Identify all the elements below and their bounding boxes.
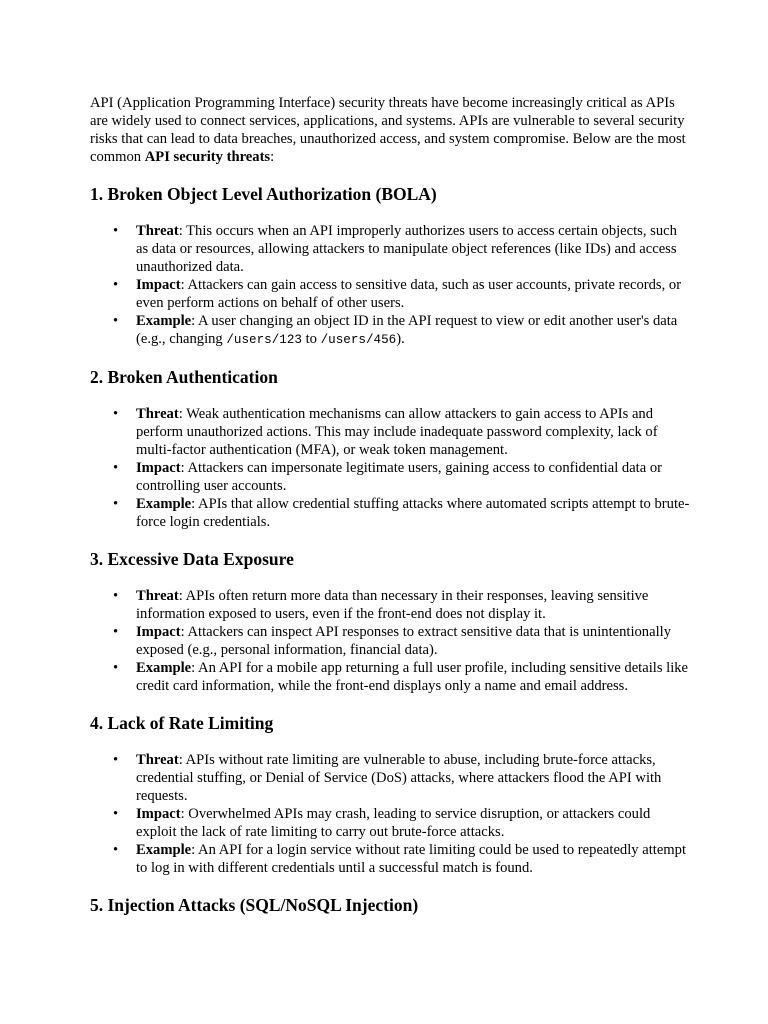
list-item-threat (113, 587, 690, 623)
example-text: ). (396, 331, 405, 347)
example-text: : APIs that allow credential stuffing attacks where automated scripts attempt to brute-force login credentials. (136, 496, 690, 530)
list-item-example (113, 841, 690, 877)
bullet-glyph: • (113, 660, 119, 676)
impact-text: : Attackers can gain access to sensitive data, such as user accounts, private records, or even perform actions on behalf of other users. (136, 277, 682, 311)
intro-tail: : (270, 149, 275, 165)
section-list-broken-authentication (90, 405, 690, 531)
bullet-glyph: • (113, 752, 119, 768)
threat-label: Threat (136, 223, 179, 239)
bullet-glyph: • (113, 624, 119, 640)
list-item-threat (113, 222, 690, 276)
bullet-glyph: • (113, 842, 119, 858)
example-text: : An API for a login service without rate limiting could be used to repeatedly attempt to log in with different credentials until a successful match is found. (136, 842, 686, 876)
intro-text: API (Application Programming Interface) security threats have become increasingly critical as APIs are widely used to connect services, applications, and systems. APIs are vulnerable to several security risks that can lead to data breaches, unauthorized access, and system compromise. Below are the most common (90, 95, 686, 165)
list-item-threat (113, 405, 690, 459)
list-item-impact (113, 276, 690, 312)
section-heading-excessive-data-exposure: 3. Excessive Data Exposure (90, 549, 294, 569)
example-label: Example (136, 660, 192, 676)
section-list-rate-limiting (90, 751, 690, 877)
example-text: : A user changing an object ID in the API request to view or edit another user's data (e.g., changing (136, 313, 678, 347)
example-label: Example (136, 842, 192, 858)
impact-text: : Attackers can impersonate legitimate users, gaining access to confidential data or controlling user accounts. (136, 460, 663, 494)
example-label: Example (136, 313, 192, 329)
impact-label: Impact (136, 624, 181, 640)
list-item-impact (113, 459, 690, 495)
example-label: Example (136, 496, 192, 512)
threat-label: Threat (136, 588, 179, 604)
example-text: to (301, 331, 321, 347)
section-heading-injection-attacks: 5. Injection Attacks (SQL/NoSQL Injection) (90, 895, 419, 915)
bullet-glyph: • (113, 313, 119, 329)
section-heading-bola: 1. Broken Object Level Authorization (BOLA) (90, 184, 437, 204)
list-item-example (113, 495, 690, 531)
threat-text: : Weak authentication mechanisms can allow attackers to gain access to APIs and perform unauthorized actions. This may include inadequate password complexity, lack of multi-factor authentication (MFA), or weak token management. (136, 406, 658, 458)
section-heading-broken-authentication: 2. Broken Authentication (90, 367, 278, 387)
list-item-impact (113, 805, 690, 841)
example-text: : An API for a mobile app returning a full user profile, including sensitive details like credit card information, while the front-end displays only a name and email address. (136, 660, 689, 694)
intro-bold-text: API security threats (144, 149, 271, 165)
bullet-glyph: • (113, 496, 119, 512)
bullet-glyph: • (113, 277, 119, 293)
bullet-glyph: • (113, 223, 119, 239)
section-heading-rate-limiting: 4. Lack of Rate Limiting (90, 713, 274, 733)
intro-paragraph (90, 94, 690, 166)
impact-label: Impact (136, 277, 181, 293)
bullet-glyph: • (113, 460, 119, 476)
section-list-bola (90, 222, 690, 349)
threat-text: : APIs often return more data than necessary in their responses, leaving sensitive information exposed to users, even if the front-end does not display it. (136, 588, 649, 622)
bullet-glyph: • (113, 588, 119, 604)
list-item-impact (113, 623, 690, 659)
impact-text: : Attackers can inspect API responses to extract sensitive data that is unintentionally exposed (e.g., personal information, financial data). (136, 624, 671, 658)
bullet-glyph: • (113, 806, 119, 822)
code-snippet: /users/456 (320, 333, 397, 347)
impact-text: : Overwhelmed APIs may crash, leading to service disruption, or attackers could exploit the lack of rate limiting to carry out brute-force attacks. (136, 806, 651, 840)
code-snippet: /users/123 (226, 333, 302, 347)
threat-label: Threat (136, 406, 179, 422)
document-page (90, 94, 690, 916)
threat-text: : This occurs when an API improperly authorizes users to access certain objects, such as data or resources, allowing attackers to manipulate object references (like IDs) and access unauthorized data. (136, 223, 677, 275)
impact-label: Impact (136, 806, 181, 822)
threat-text: : APIs without rate limiting are vulnerable to abuse, including brute-force attacks, credential stuffing, or Denial of Service (DoS) attacks, where attackers flood the API with requests. (136, 752, 662, 804)
list-item-threat (113, 751, 690, 805)
threat-label: Threat (136, 752, 179, 768)
bullet-glyph: • (113, 406, 119, 422)
list-item-example (113, 659, 690, 695)
impact-label: Impact (136, 460, 181, 476)
section-list-excessive-data-exposure (90, 587, 690, 695)
list-item-example (113, 312, 690, 349)
